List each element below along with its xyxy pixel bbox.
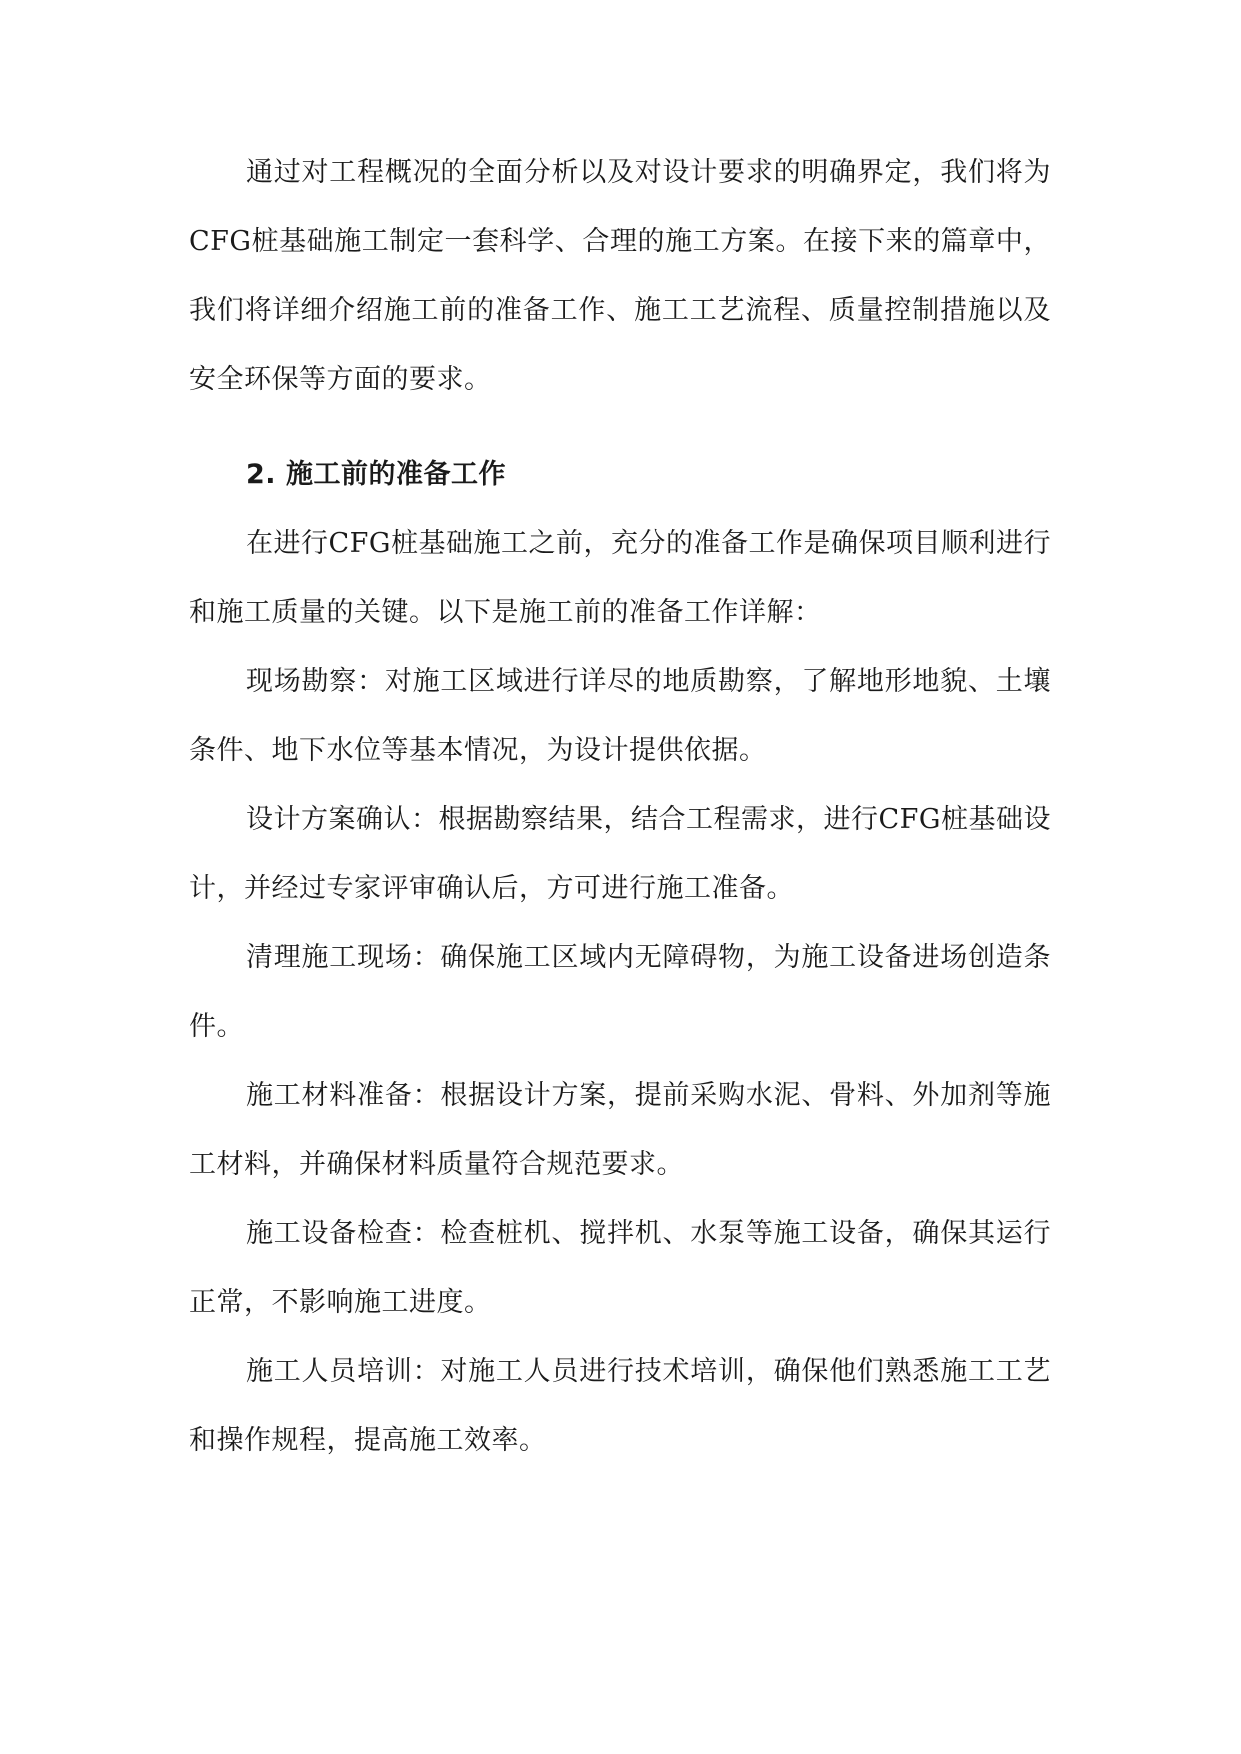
section-paragraph: 在进行CFG桩基础施工之前，充分的准备工作是确保项目顺利进行和施工质量的关键。以下是施工前的准备工作详解：	[189, 528, 1051, 628]
section-paragraph: 施工设备检查：检查桩机、搅拌机、水泵等施工设备，确保其运行正常，不影响施工进度。	[189, 1218, 1051, 1318]
section-paragraph: 现场勘察：对施工区域进行详尽的地质勘察，了解地形地貌、土壤条件、地下水位等基本情况，为设计提供依据。	[189, 666, 1051, 766]
section-title: 施工前的准备工作	[285, 459, 506, 490]
document-page	[189, 138, 1051, 1475]
section-heading	[189, 440, 1051, 509]
section-paragraph: 施工人员培训：对施工人员进行技术培训，确保他们熟悉施工工艺和操作规程，提高施工效率。	[189, 1356, 1051, 1456]
section-number: 2.	[246, 459, 277, 490]
section-paragraph: 清理施工现场：确保施工区域内无障碍物，为施工设备进场创造条件。	[189, 942, 1051, 1042]
section-paragraph: 施工材料准备：根据设计方案，提前采购水泥、骨料、外加剂等施工材料，并确保材料质量符合规范要求。	[189, 1080, 1051, 1180]
intro-paragraph: 通过对工程概况的全面分析以及对设计要求的明确界定，我们将为CFG桩基础施工制定一套科学、合理的施工方案。在接下来的篇章中，我们将详细介绍施工前的准备工作、施工工艺流程、质量控制措施以及安全环保等方面的要求。	[189, 157, 1051, 395]
section-paragraph: 设计方案确认：根据勘察结果，结合工程需求，进行CFG桩基础设计，并经过专家评审确认后，方可进行施工准备。	[189, 804, 1051, 904]
